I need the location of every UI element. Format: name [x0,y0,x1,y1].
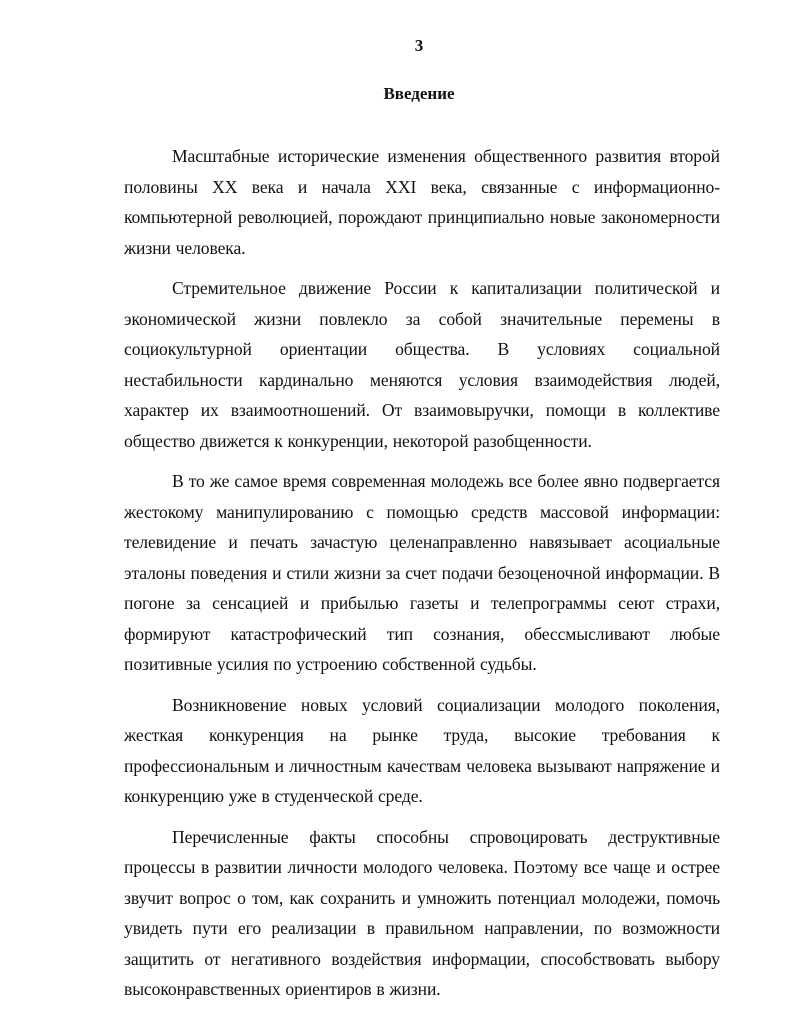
paragraph: Стремительное движение России к капитализации политической и экономической жизни повлекло за собой значительные перемены в социокультурной ориентации общества. В условиях социальной нестабильности кардинально меняются условия взаимодействия людей, характер их взаимоотношений. От взаимовыручки, помощи в коллективе общество движется к конкуренции, некоторой разобщенности. [124,278,720,451]
paragraph: Возникновение новых условий социализации молодого поколения, жесткая конкуренция на рынке труда, высокие требования к профессиональным и личностным качествам человека вызывают напряжение и конкуренцию уже в студенческой среде. [124,694,720,806]
page-title: Введение [383,84,455,103]
paragraph: В то же самое время современная молодежь все более явно подвергается жестокому манипулированию с помощью средств массовой информации: телевидение и печать зачастую целенаправленно навязывает асоциальные эталоны поведения и стили жизни за счет подачи безоценочной информации. В погоне за сенсацией и прибылью газеты и телепрограммы сеют страхи, формируют катастрофический тип сознания, обессмысливают любые позитивные усилия по устроению собственной судьбы. [124,471,720,674]
body-text [124,141,720,1015]
paragraph: Перечисленные факты способны спровоцировать деструктивные процессы в развитии личности молодого человека. Поэтому все чаще и острее звучит вопрос о том, как сохранить и умножить потенциал молодежи, помочь увидеть пути его реализации в правильном направлении, по возможности защитить от негативного воздействия информации, способствовать выбору высоконравственных ориентиров в жизни. [124,826,720,999]
page-number: 3 [414,36,424,55]
paragraph: Масштабные исторические изменения общественного развития второй половины XX века и начала XXI века, связанные с информационно-компьютерной революцией, порождают принципиально новые закономерности жизни человека. [124,146,720,258]
